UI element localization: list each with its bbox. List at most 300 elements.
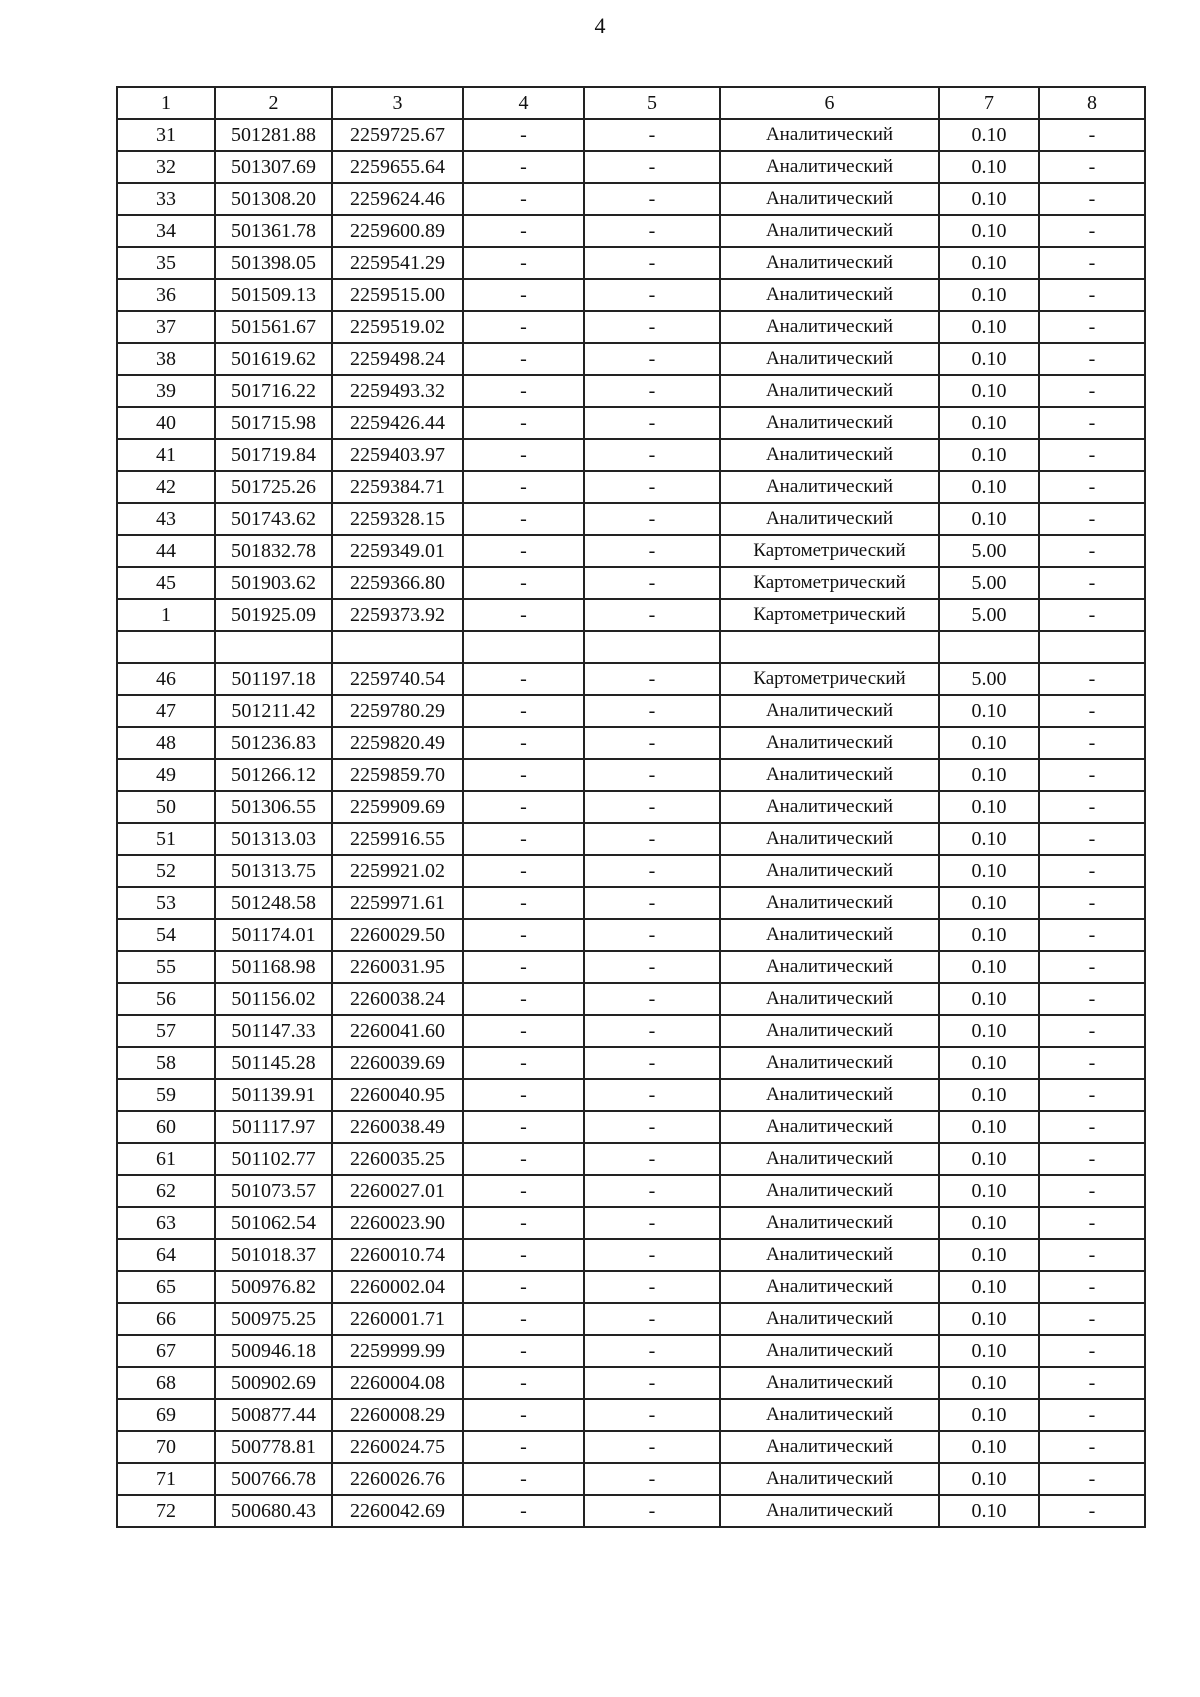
column-8-cell: - [1039,1431,1145,1463]
method-cell: Аналитический [720,247,939,279]
accuracy-cell: 0.10 [939,1335,1039,1367]
column-8-cell: - [1039,951,1145,983]
y-coordinate-cell: 2259541.29 [332,247,463,279]
point-number-cell: 54 [117,919,215,951]
x-coordinate-cell: 501313.75 [215,855,332,887]
column-5-cell: - [584,983,720,1015]
column-5-cell [584,631,720,663]
y-coordinate-cell: 2260039.69 [332,1047,463,1079]
table-row [117,1079,1145,1111]
column-8-cell: - [1039,279,1145,311]
point-number-cell: 60 [117,1111,215,1143]
method-cell: Аналитический [720,439,939,471]
column-4-cell: - [463,791,584,823]
table-row [117,311,1145,343]
column-8-cell [1039,631,1145,663]
column-5-cell: - [584,503,720,535]
column-8-cell: - [1039,247,1145,279]
point-number-cell: 39 [117,375,215,407]
x-coordinate-cell: 501018.37 [215,1239,332,1271]
column-5-cell: - [584,311,720,343]
accuracy-cell: 5.00 [939,567,1039,599]
column-4-cell: - [463,1495,584,1527]
point-number-cell: 68 [117,1367,215,1399]
column-5-cell: - [584,759,720,791]
column-8-cell: - [1039,823,1145,855]
accuracy-cell: 0.10 [939,919,1039,951]
table-row [117,503,1145,535]
method-cell: Аналитический [720,951,939,983]
method-cell: Аналитический [720,1143,939,1175]
accuracy-cell: 0.10 [939,119,1039,151]
method-cell: Аналитический [720,791,939,823]
column-8-cell: - [1039,407,1145,439]
column-4-cell: - [463,1303,584,1335]
x-coordinate-cell: 501619.62 [215,343,332,375]
column-5-cell: - [584,727,720,759]
x-coordinate-cell: 501903.62 [215,567,332,599]
column-5-cell: - [584,1271,720,1303]
table-row [117,823,1145,855]
method-cell: Аналитический [720,1047,939,1079]
x-coordinate-cell [215,631,332,663]
x-coordinate-cell: 501725.26 [215,471,332,503]
column-8-cell: - [1039,663,1145,695]
y-coordinate-cell: 2259740.54 [332,663,463,695]
table-row [117,1335,1145,1367]
accuracy-cell: 0.10 [939,1111,1039,1143]
y-coordinate-cell: 2260029.50 [332,919,463,951]
column-4-cell: - [463,1367,584,1399]
column-8-cell: - [1039,855,1145,887]
point-number-cell: 67 [117,1335,215,1367]
accuracy-cell: 0.10 [939,855,1039,887]
accuracy-cell [939,631,1039,663]
method-cell: Аналитический [720,1111,939,1143]
accuracy-cell: 0.10 [939,183,1039,215]
y-coordinate-cell: 2260042.69 [332,1495,463,1527]
y-coordinate-cell: 2260023.90 [332,1207,463,1239]
column-8-cell: - [1039,1239,1145,1271]
method-cell: Аналитический [720,1271,939,1303]
column-5-cell: - [584,567,720,599]
x-coordinate-cell: 501281.88 [215,119,332,151]
point-number-cell: 72 [117,1495,215,1527]
point-number-cell: 41 [117,439,215,471]
y-coordinate-cell: 2259624.46 [332,183,463,215]
column-4-cell: - [463,823,584,855]
method-cell: Аналитический [720,407,939,439]
x-coordinate-cell: 500778.81 [215,1431,332,1463]
point-number-cell: 51 [117,823,215,855]
y-coordinate-cell: 2260040.95 [332,1079,463,1111]
column-5-cell: - [584,1143,720,1175]
accuracy-cell: 0.10 [939,215,1039,247]
y-coordinate-cell: 2259909.69 [332,791,463,823]
x-coordinate-cell: 501147.33 [215,1015,332,1047]
column-8-cell: - [1039,1367,1145,1399]
y-coordinate-cell: 2259373.92 [332,599,463,631]
column-header-6: 6 [720,87,939,119]
y-coordinate-cell: 2260031.95 [332,951,463,983]
y-coordinate-cell: 2260001.71 [332,1303,463,1335]
accuracy-cell: 0.10 [939,471,1039,503]
x-coordinate-cell: 501398.05 [215,247,332,279]
column-8-cell: - [1039,439,1145,471]
accuracy-cell: 0.10 [939,1143,1039,1175]
point-number-cell: 42 [117,471,215,503]
column-4-cell: - [463,1047,584,1079]
point-number-cell: 45 [117,567,215,599]
method-cell: Аналитический [720,759,939,791]
x-coordinate-cell: 501156.02 [215,983,332,1015]
column-4-cell: - [463,279,584,311]
accuracy-cell: 0.10 [939,1463,1039,1495]
y-coordinate-cell: 2259515.00 [332,279,463,311]
point-number-cell: 53 [117,887,215,919]
table-row [117,1399,1145,1431]
y-coordinate-cell: 2259600.89 [332,215,463,247]
x-coordinate-cell: 501306.55 [215,791,332,823]
column-5-cell: - [584,887,720,919]
x-coordinate-cell: 501174.01 [215,919,332,951]
accuracy-cell: 0.10 [939,727,1039,759]
column-4-cell: - [463,919,584,951]
method-cell: Аналитический [720,343,939,375]
y-coordinate-cell: 2259493.32 [332,375,463,407]
table-row [117,1495,1145,1527]
y-coordinate-cell: 2259859.70 [332,759,463,791]
x-coordinate-cell: 501248.58 [215,887,332,919]
column-4-cell: - [463,215,584,247]
method-cell [720,631,939,663]
column-8-cell: - [1039,311,1145,343]
table-row [117,1431,1145,1463]
column-5-cell: - [584,535,720,567]
accuracy-cell: 0.10 [939,343,1039,375]
point-number-cell: 43 [117,503,215,535]
table-row [117,727,1145,759]
x-coordinate-cell: 501211.42 [215,695,332,727]
table-row [117,535,1145,567]
column-4-cell: - [463,407,584,439]
column-4-cell: - [463,1175,584,1207]
table-row [117,663,1145,695]
column-4-cell: - [463,535,584,567]
y-coordinate-cell: 2259921.02 [332,855,463,887]
y-coordinate-cell: 2259366.80 [332,567,463,599]
column-4-cell: - [463,1239,584,1271]
column-5-cell: - [584,471,720,503]
column-4-cell [463,631,584,663]
column-4-cell: - [463,887,584,919]
x-coordinate-cell: 501102.77 [215,1143,332,1175]
accuracy-cell: 0.10 [939,1271,1039,1303]
point-number-cell: 64 [117,1239,215,1271]
method-cell: Аналитический [720,919,939,951]
point-number-cell: 48 [117,727,215,759]
column-8-cell: - [1039,983,1145,1015]
accuracy-cell: 0.10 [939,1175,1039,1207]
column-4-cell: - [463,1015,584,1047]
column-5-cell: - [584,1175,720,1207]
column-8-cell: - [1039,567,1145,599]
accuracy-cell: 0.10 [939,1399,1039,1431]
accuracy-cell: 0.10 [939,151,1039,183]
column-8-cell: - [1039,1335,1145,1367]
method-cell: Аналитический [720,727,939,759]
column-8-cell: - [1039,919,1145,951]
accuracy-cell: 0.10 [939,823,1039,855]
column-5-cell: - [584,1015,720,1047]
table-row [117,599,1145,631]
table-row [117,1143,1145,1175]
accuracy-cell: 0.10 [939,311,1039,343]
column-8-cell: - [1039,343,1145,375]
method-cell: Аналитический [720,503,939,535]
column-5-cell: - [584,343,720,375]
point-number-cell: 44 [117,535,215,567]
y-coordinate-cell: 2260024.75 [332,1431,463,1463]
column-8-cell: - [1039,471,1145,503]
method-cell: Аналитический [720,887,939,919]
point-number-cell: 36 [117,279,215,311]
column-4-cell: - [463,183,584,215]
column-5-cell: - [584,695,720,727]
method-cell: Аналитический [720,311,939,343]
table-row [117,1463,1145,1495]
method-cell: Аналитический [720,183,939,215]
method-cell: Аналитический [720,1399,939,1431]
column-4-cell: - [463,375,584,407]
point-number-cell: 31 [117,119,215,151]
method-cell: Аналитический [720,279,939,311]
accuracy-cell: 0.10 [939,407,1039,439]
column-4-cell: - [463,1207,584,1239]
point-number-cell: 37 [117,311,215,343]
column-8-cell: - [1039,1495,1145,1527]
column-header-8: 8 [1039,87,1145,119]
column-4-cell: - [463,599,584,631]
column-8-cell: - [1039,791,1145,823]
column-8-cell: - [1039,375,1145,407]
y-coordinate-cell: 2260038.49 [332,1111,463,1143]
column-4-cell: - [463,1335,584,1367]
y-coordinate-cell: 2259519.02 [332,311,463,343]
y-coordinate-cell: 2260002.04 [332,1271,463,1303]
table-row [117,695,1145,727]
x-coordinate-cell: 501719.84 [215,439,332,471]
y-coordinate-cell: 2259725.67 [332,119,463,151]
accuracy-cell: 0.10 [939,1367,1039,1399]
method-cell: Аналитический [720,375,939,407]
column-5-cell: - [584,855,720,887]
accuracy-cell: 5.00 [939,599,1039,631]
x-coordinate-cell: 501313.03 [215,823,332,855]
y-coordinate-cell: 2260010.74 [332,1239,463,1271]
point-number-cell: 32 [117,151,215,183]
table-row [117,375,1145,407]
x-coordinate-cell: 501715.98 [215,407,332,439]
column-5-cell: - [584,823,720,855]
point-number-cell: 63 [117,1207,215,1239]
column-4-cell: - [463,1143,584,1175]
table-row [117,1207,1145,1239]
column-4-cell: - [463,951,584,983]
column-4-cell: - [463,727,584,759]
point-number-cell: 49 [117,759,215,791]
y-coordinate-cell: 2259655.64 [332,151,463,183]
accuracy-cell: 0.10 [939,1047,1039,1079]
column-header-1: 1 [117,87,215,119]
accuracy-cell: 0.10 [939,1015,1039,1047]
method-cell: Аналитический [720,1207,939,1239]
column-4-cell: - [463,759,584,791]
method-cell: Аналитический [720,855,939,887]
column-5-cell: - [584,791,720,823]
page-number: 4 [594,13,606,38]
column-8-cell: - [1039,503,1145,535]
table-row [117,1239,1145,1271]
table-row [117,279,1145,311]
method-cell: Аналитический [720,1463,939,1495]
table-row [117,439,1145,471]
column-4-cell: - [463,1431,584,1463]
x-coordinate-cell: 500877.44 [215,1399,332,1431]
column-4-cell: - [463,695,584,727]
point-number-cell: 56 [117,983,215,1015]
column-5-cell: - [584,119,720,151]
table-row [117,1367,1145,1399]
column-8-cell: - [1039,1303,1145,1335]
column-5-cell: - [584,1111,720,1143]
point-number-cell: 1 [117,599,215,631]
x-coordinate-cell: 501307.69 [215,151,332,183]
column-5-cell: - [584,1495,720,1527]
column-8-cell: - [1039,1047,1145,1079]
column-4-cell: - [463,1399,584,1431]
column-header-7: 7 [939,87,1039,119]
x-coordinate-cell: 501266.12 [215,759,332,791]
column-5-cell: - [584,1335,720,1367]
method-cell: Аналитический [720,823,939,855]
column-5-cell: - [584,951,720,983]
y-coordinate-cell: 2260041.60 [332,1015,463,1047]
accuracy-cell: 0.10 [939,1303,1039,1335]
table-body [117,119,1145,1527]
column-4-cell: - [463,311,584,343]
table-row [117,471,1145,503]
y-coordinate-cell: 2259384.71 [332,471,463,503]
accuracy-cell: 0.10 [939,759,1039,791]
point-number-cell: 38 [117,343,215,375]
point-number-cell: 59 [117,1079,215,1111]
point-number-cell: 58 [117,1047,215,1079]
column-4-cell: - [463,1463,584,1495]
column-4-cell: - [463,343,584,375]
point-number-cell: 65 [117,1271,215,1303]
column-4-cell: - [463,439,584,471]
column-8-cell: - [1039,1079,1145,1111]
column-8-cell: - [1039,1207,1145,1239]
x-coordinate-cell: 501168.98 [215,951,332,983]
method-cell: Аналитический [720,1303,939,1335]
x-coordinate-cell: 501073.57 [215,1175,332,1207]
x-coordinate-cell: 501308.20 [215,183,332,215]
column-8-cell: - [1039,599,1145,631]
table-row [117,983,1145,1015]
y-coordinate-cell: 2260026.76 [332,1463,463,1495]
table-row [117,1015,1145,1047]
method-cell: Аналитический [720,1495,939,1527]
x-coordinate-cell: 500680.43 [215,1495,332,1527]
x-coordinate-cell: 500766.78 [215,1463,332,1495]
x-coordinate-cell: 501145.28 [215,1047,332,1079]
column-4-cell: - [463,151,584,183]
column-5-cell: - [584,1239,720,1271]
x-coordinate-cell: 501716.22 [215,375,332,407]
x-coordinate-cell: 500946.18 [215,1335,332,1367]
column-5-cell: - [584,1367,720,1399]
method-cell: Аналитический [720,1079,939,1111]
method-cell: Аналитический [720,983,939,1015]
column-8-cell: - [1039,1143,1145,1175]
column-8-cell: - [1039,1399,1145,1431]
column-header-5: 5 [584,87,720,119]
column-4-cell: - [463,1079,584,1111]
point-number-cell: 35 [117,247,215,279]
column-5-cell: - [584,663,720,695]
y-coordinate-cell: 2260038.24 [332,983,463,1015]
point-number-cell: 50 [117,791,215,823]
header-row [117,87,1145,119]
y-coordinate-cell: 2259820.49 [332,727,463,759]
method-cell: Картометрический [720,535,939,567]
column-4-cell: - [463,663,584,695]
table-row [117,407,1145,439]
column-header-4: 4 [463,87,584,119]
column-8-cell: - [1039,119,1145,151]
column-4-cell: - [463,503,584,535]
column-4-cell: - [463,855,584,887]
accuracy-cell: 0.10 [939,439,1039,471]
point-number-cell: 71 [117,1463,215,1495]
y-coordinate-cell: 2259426.44 [332,407,463,439]
column-8-cell: - [1039,695,1145,727]
column-5-cell: - [584,599,720,631]
column-5-cell: - [584,279,720,311]
column-4-cell: - [463,471,584,503]
x-coordinate-cell: 500976.82 [215,1271,332,1303]
point-number-cell: 33 [117,183,215,215]
column-5-cell: - [584,1303,720,1335]
x-coordinate-cell: 501509.13 [215,279,332,311]
x-coordinate-cell: 501139.91 [215,1079,332,1111]
y-coordinate-cell: 2260035.25 [332,1143,463,1175]
table-row [117,1175,1145,1207]
accuracy-cell: 0.10 [939,983,1039,1015]
table-row [117,119,1145,151]
table-row [117,1047,1145,1079]
point-number-cell: 34 [117,215,215,247]
y-coordinate-cell: 2259328.15 [332,503,463,535]
point-number-cell: 57 [117,1015,215,1047]
column-8-cell: - [1039,1271,1145,1303]
y-coordinate-cell: 2260027.01 [332,1175,463,1207]
table-row [117,343,1145,375]
column-8-cell: - [1039,887,1145,919]
y-coordinate-cell: 2259916.55 [332,823,463,855]
